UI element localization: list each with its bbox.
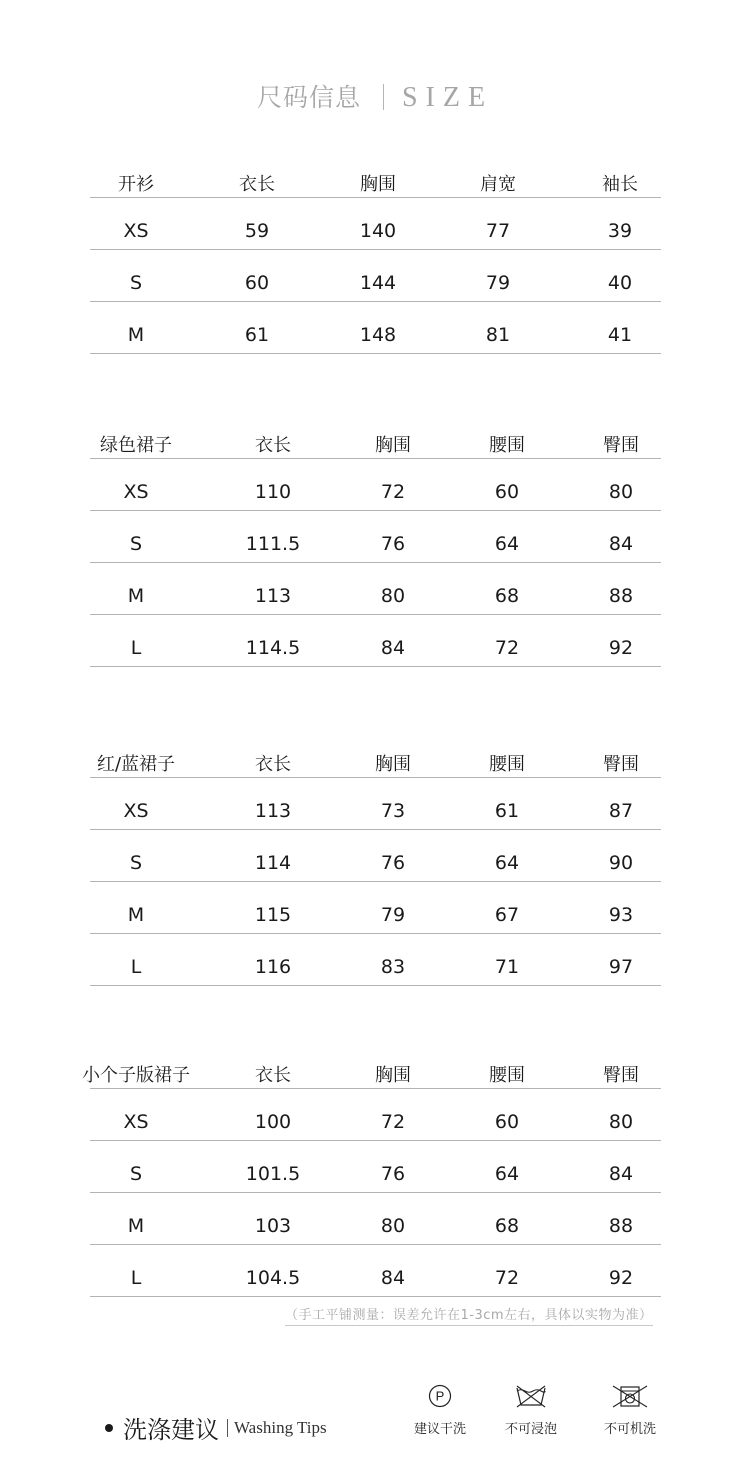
bullet-dot (105, 1424, 113, 1432)
size-cell: L (130, 637, 142, 659)
table-row (90, 615, 661, 667)
value-cell: 114 (254, 852, 292, 874)
size-cell: XS (123, 481, 149, 503)
value-cell: 64 (494, 533, 520, 555)
size-table-petite-skirt (82, 1043, 661, 1297)
size-cell: M (127, 585, 145, 607)
size-table-red-blue-skirt (90, 732, 661, 986)
size-cell: M (127, 1215, 145, 1237)
size-cell: S (129, 852, 143, 874)
value-cell: 80 (380, 1215, 406, 1237)
value-cell: 61 (244, 324, 270, 346)
value-cell: 114.5 (245, 637, 301, 659)
care-label: 不可浸泡 (504, 1422, 557, 1437)
size-cell: S (129, 1163, 143, 1185)
value-cell: 84 (380, 637, 406, 659)
table-header-row (90, 732, 661, 778)
value-cell: 83 (380, 956, 406, 978)
table-header-row (90, 413, 661, 459)
size-cell: S (129, 533, 143, 555)
table-row (90, 302, 661, 354)
header-cell: 绿色裙子 (100, 435, 172, 456)
value-cell: 81 (485, 324, 511, 346)
size-cell: L (130, 1267, 142, 1289)
svg-text:P: P (435, 1388, 445, 1404)
measurement-note: （手工平铺测量：误差允许在1-3cm左右，具体以实物为准） (285, 1304, 653, 1326)
value-cell: 115 (254, 904, 292, 926)
size-cell: S (129, 272, 143, 294)
value-cell: 87 (608, 800, 634, 822)
care-label: 建议干洗 (413, 1422, 466, 1437)
value-cell: 92 (608, 1267, 634, 1289)
size-table-cardigan (90, 152, 661, 354)
value-cell: 64 (494, 1163, 520, 1185)
value-cell: 64 (494, 852, 520, 874)
care-item-no-machine-wash (590, 1384, 670, 1437)
table-row (90, 198, 661, 250)
value-cell: 72 (380, 481, 406, 503)
table-row (90, 1193, 661, 1245)
washing-title-divider (227, 1419, 228, 1437)
header-cell: 胸围 (375, 435, 411, 456)
value-cell: 111.5 (245, 533, 301, 555)
header-cell: 袖长 (602, 174, 638, 195)
header-cell: 腰围 (489, 754, 525, 775)
value-cell: 39 (607, 220, 633, 242)
washing-tips-heading (105, 1410, 327, 1445)
value-cell: 60 (494, 481, 520, 503)
table-row (90, 1141, 661, 1193)
size-table-green-skirt (90, 413, 661, 667)
value-cell: 72 (380, 1111, 406, 1133)
title-en: SIZE (401, 82, 494, 113)
table-header-row (90, 152, 661, 198)
value-cell: 144 (359, 272, 397, 294)
table-row (90, 563, 661, 615)
table-header-row (82, 1043, 661, 1089)
value-cell: 41 (607, 324, 633, 346)
value-cell: 71 (494, 956, 520, 978)
value-cell: 101.5 (245, 1163, 301, 1185)
value-cell: 77 (485, 220, 511, 242)
page-title (0, 78, 750, 114)
header-cell: 肩宽 (480, 174, 516, 195)
value-cell: 80 (380, 585, 406, 607)
value-cell: 88 (608, 585, 634, 607)
value-cell: 72 (494, 637, 520, 659)
value-cell: 79 (380, 904, 406, 926)
value-cell: 113 (254, 800, 292, 822)
washing-title-en: Washing Tips (234, 1417, 327, 1437)
title-zh: 尺码信息 (256, 83, 361, 112)
header-cell: 衣长 (255, 754, 291, 775)
value-cell: 88 (608, 1215, 634, 1237)
value-cell: 92 (608, 637, 634, 659)
size-cell: M (127, 904, 145, 926)
header-cell: 胸围 (375, 1065, 411, 1086)
value-cell: 100 (254, 1111, 292, 1133)
header-cell: 臀围 (603, 435, 639, 456)
title-divider (383, 84, 384, 110)
size-cell: XS (123, 1111, 149, 1133)
header-cell: 臀围 (603, 1065, 639, 1086)
value-cell: 72 (494, 1267, 520, 1289)
value-cell: 67 (494, 904, 520, 926)
header-cell: 腰围 (489, 1065, 525, 1086)
value-cell: 76 (380, 1163, 406, 1185)
header-cell: 小个子版裙子 (82, 1065, 190, 1086)
size-cell: XS (123, 800, 149, 822)
table-row (90, 511, 661, 563)
value-cell: 84 (608, 1163, 634, 1185)
header-cell: 衣长 (255, 1065, 291, 1086)
size-cell: L (130, 956, 142, 978)
value-cell: 110 (254, 481, 292, 503)
table-row (90, 1089, 661, 1141)
value-cell: 68 (494, 1215, 520, 1237)
value-cell: 140 (359, 220, 397, 242)
value-cell: 60 (494, 1111, 520, 1133)
value-cell: 84 (608, 533, 634, 555)
header-cell: 臀围 (603, 754, 639, 775)
header-cell: 衣长 (239, 174, 275, 195)
dry-clean-icon (428, 1384, 452, 1408)
header-cell: 衣长 (255, 435, 291, 456)
header-cell: 胸围 (375, 754, 411, 775)
table-row (90, 778, 661, 830)
no-machine-wash-icon (612, 1384, 648, 1408)
table-row (90, 1245, 661, 1297)
care-label: 不可机洗 (603, 1422, 656, 1437)
value-cell: 116 (254, 956, 292, 978)
value-cell: 103 (254, 1215, 292, 1237)
value-cell: 60 (244, 272, 270, 294)
value-cell: 148 (359, 324, 397, 346)
care-item-dry-clean (400, 1384, 480, 1437)
size-cell: XS (123, 220, 149, 242)
value-cell: 84 (380, 1267, 406, 1289)
table-row (90, 250, 661, 302)
value-cell: 59 (244, 220, 270, 242)
value-cell: 113 (254, 585, 292, 607)
table-row (90, 934, 661, 986)
table-row (90, 882, 661, 934)
value-cell: 90 (608, 852, 634, 874)
value-cell: 61 (494, 800, 520, 822)
header-cell: 开衫 (118, 174, 154, 195)
header-cell: 腰围 (489, 435, 525, 456)
value-cell: 104.5 (245, 1267, 301, 1289)
value-cell: 97 (608, 956, 634, 978)
value-cell: 80 (608, 1111, 634, 1133)
value-cell: 93 (608, 904, 634, 926)
table-row (90, 830, 661, 882)
value-cell: 68 (494, 585, 520, 607)
value-cell: 73 (380, 800, 406, 822)
table-row (90, 459, 661, 511)
value-cell: 40 (607, 272, 633, 294)
value-cell: 79 (485, 272, 511, 294)
washing-title-zh: 洗涤建议 (123, 1416, 219, 1444)
header-cell: 红/蓝裙子 (96, 754, 176, 775)
size-cell: M (127, 324, 145, 346)
no-soak-icon (514, 1384, 548, 1408)
header-cell: 胸围 (360, 174, 396, 195)
value-cell: 76 (380, 852, 406, 874)
value-cell: 76 (380, 533, 406, 555)
care-item-no-soak (491, 1384, 571, 1437)
value-cell: 80 (608, 481, 634, 503)
